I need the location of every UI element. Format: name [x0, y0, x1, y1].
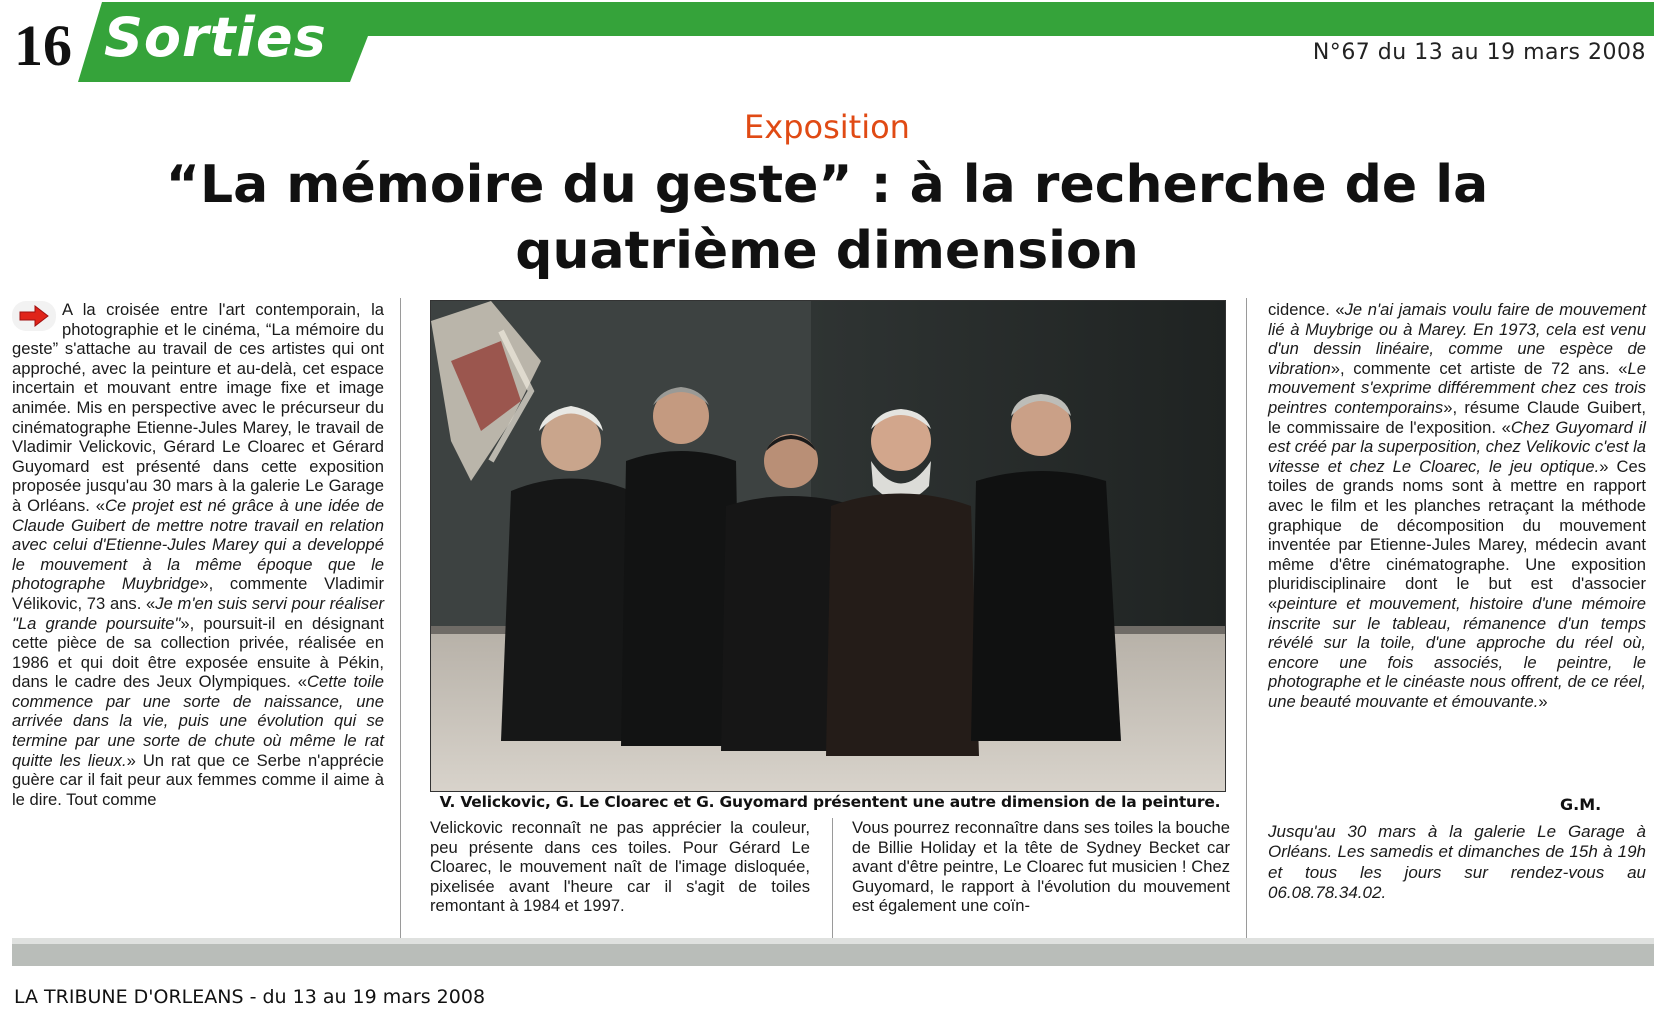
section-title: Sorties — [104, 6, 327, 69]
article-column-middle-1: Velickovic reconnaît ne pas apprécier la couleur, peu présente dans ces toiles. Pour Gérard Le Cloarec, le mouvement naît de l'image disloquée, pixelisée avant l'heure car il s'agit de toiles remontant à 1984 et 1997. — [430, 818, 810, 916]
article-headline: “La mémoire du geste” : à la recherche de la quatrième dimension — [165, 155, 1489, 281]
text-run: », poursuit-il en désignant cette pièce de sa collection privée, réalisée en 1986 et qui doit être exposée ensuite à Pékin, dans le cadre des Jeux Olympiques. « — [12, 613, 384, 692]
text-run: cidence. « — [1268, 300, 1345, 319]
column-divider — [832, 818, 833, 938]
article-byline: G.M. — [1560, 795, 1602, 814]
footer-publication-line: LA TRIBUNE D'ORLEANS - du 13 au 19 mars 2008 — [14, 986, 486, 1008]
article-column-middle-2: Vous pourrez reconnaître dans ses toiles la bouche de Billie Holiday et la tête de Sydney Becket car avant d'être peintre, Le Cloarec fut musicien ! Chez Guyomard, le rapport à l'évolution du mouvement est également une coïn- — [852, 818, 1230, 916]
issue-info — [1313, 40, 1646, 65]
text-run: » Ces toiles de grands noms sont à mettre en rapport avec le film et les planches retraçant la méthode graphique de décomposition du mouvement inventée par Etienne-Jules Marey, médecin avant même d'être cinématographe. Une exposition pluridisciplinaire dont le but est d'associer « — [1268, 456, 1646, 613]
issue-dates: du 13 au 19 mars 2008 — [1370, 40, 1646, 65]
page-number: 16 — [14, 13, 72, 78]
left-column-text — [12, 300, 384, 809]
issue-number: 67 — [1341, 40, 1371, 65]
text-run-italic: Je n'ai jamais voulu faire de mouvement lié à Muybrige ou à Marey. En 1973, cela est venu d'un dessin linéaire, comme une espèce de vibration — [1268, 300, 1646, 378]
photo-illustration — [431, 301, 1225, 791]
text-run: A la croisée entre l'art contemporain, la photographie et le cinéma, “La mémoire du geste” s'attache au travail de ces artistes qui ont approché, avec la peinture et au-delà, cet espace incertain et mouvant entre image fixe et image animée. Mis en perspective avec le précurseur du cinématographe Etienne-Jules Marey, le travail de Vladimir Velickovic, Gérard Le Cloarec et Gérard Guyomard est présenté dans cette exposition proposée jusqu'au 30 mars à la galerie Le Garage à Orléans. « — [12, 300, 384, 515]
text-run: », commente Vladimir Vélikovic, 73 ans. « — [12, 574, 385, 613]
exhibition-info: Jusqu'au 30 mars à la galerie Le Garage à Orléans. Les samedis et dimanches de 15h à 19h et tous les jours sur rendez-vous au 06.08.78.34.02. — [1268, 822, 1646, 903]
article-photo — [430, 300, 1226, 792]
text-run: » Un rat que ce Serbe n'apprécie guère car il fait peur aux femmes comme il aime à le dire. Tout comme — [12, 750, 384, 809]
column-divider — [1246, 298, 1247, 938]
text-run: », commente cet artiste de 72 ans. « — [1330, 358, 1628, 378]
text-run-italic: Cette toile commence par une sorte de naissance, une arrivée dans la vie, puis une évolution qui se termine par une sorte de chute où même le rat quitte les lieux. — [12, 672, 384, 770]
issue-prefix: N° — [1312, 40, 1342, 65]
text-run-italic: peinture et mouvement, histoire d'une mémoire inscrite sur le tableau, rémanence d'un temps révélé sur la toile, d'une approche du réel où, encore une fois associés, le peintre, le photographe et le cinéaste nous offrent, de ce réel, une beauté mouvante et émouvante. — [1268, 593, 1646, 711]
photo-caption: V. Velickovic, G. Le Cloarec et G. Guyomard présentent une autre dimension de la peinture. — [439, 793, 1221, 811]
article-column-right — [1268, 300, 1646, 711]
text-run-italic: Je m'en suis servi pour réaliser "La grande poursuite" — [12, 593, 384, 633]
text-run-italic: Chez Guyomard il est créé par la superposition, chez Velikovic c'est la vitesse et chez Le Cloarec, le jeu optique. — [1268, 417, 1646, 476]
column-divider — [400, 298, 401, 938]
text-run-italic: Le mouvement s'exprime différemment chez ces trois peintres contemporains — [1268, 358, 1646, 417]
footer-band — [12, 944, 1654, 966]
text-run: » — [1538, 691, 1548, 711]
article-kicker: Exposition — [744, 108, 910, 146]
arrow-right-icon — [12, 301, 56, 331]
text-run: », résume Claude Guibert, le commissaire de l'exposition. « — [1268, 397, 1646, 437]
article-column-left — [12, 300, 384, 809]
text-run-italic: Ce projet est né grâce à une idée de Claude Guibert de mettre notre travail en relation avec celui d'Etienne-Jules Marey qui a developpé le mouvement à la même époque que le photographe Muybridge — [12, 495, 385, 594]
